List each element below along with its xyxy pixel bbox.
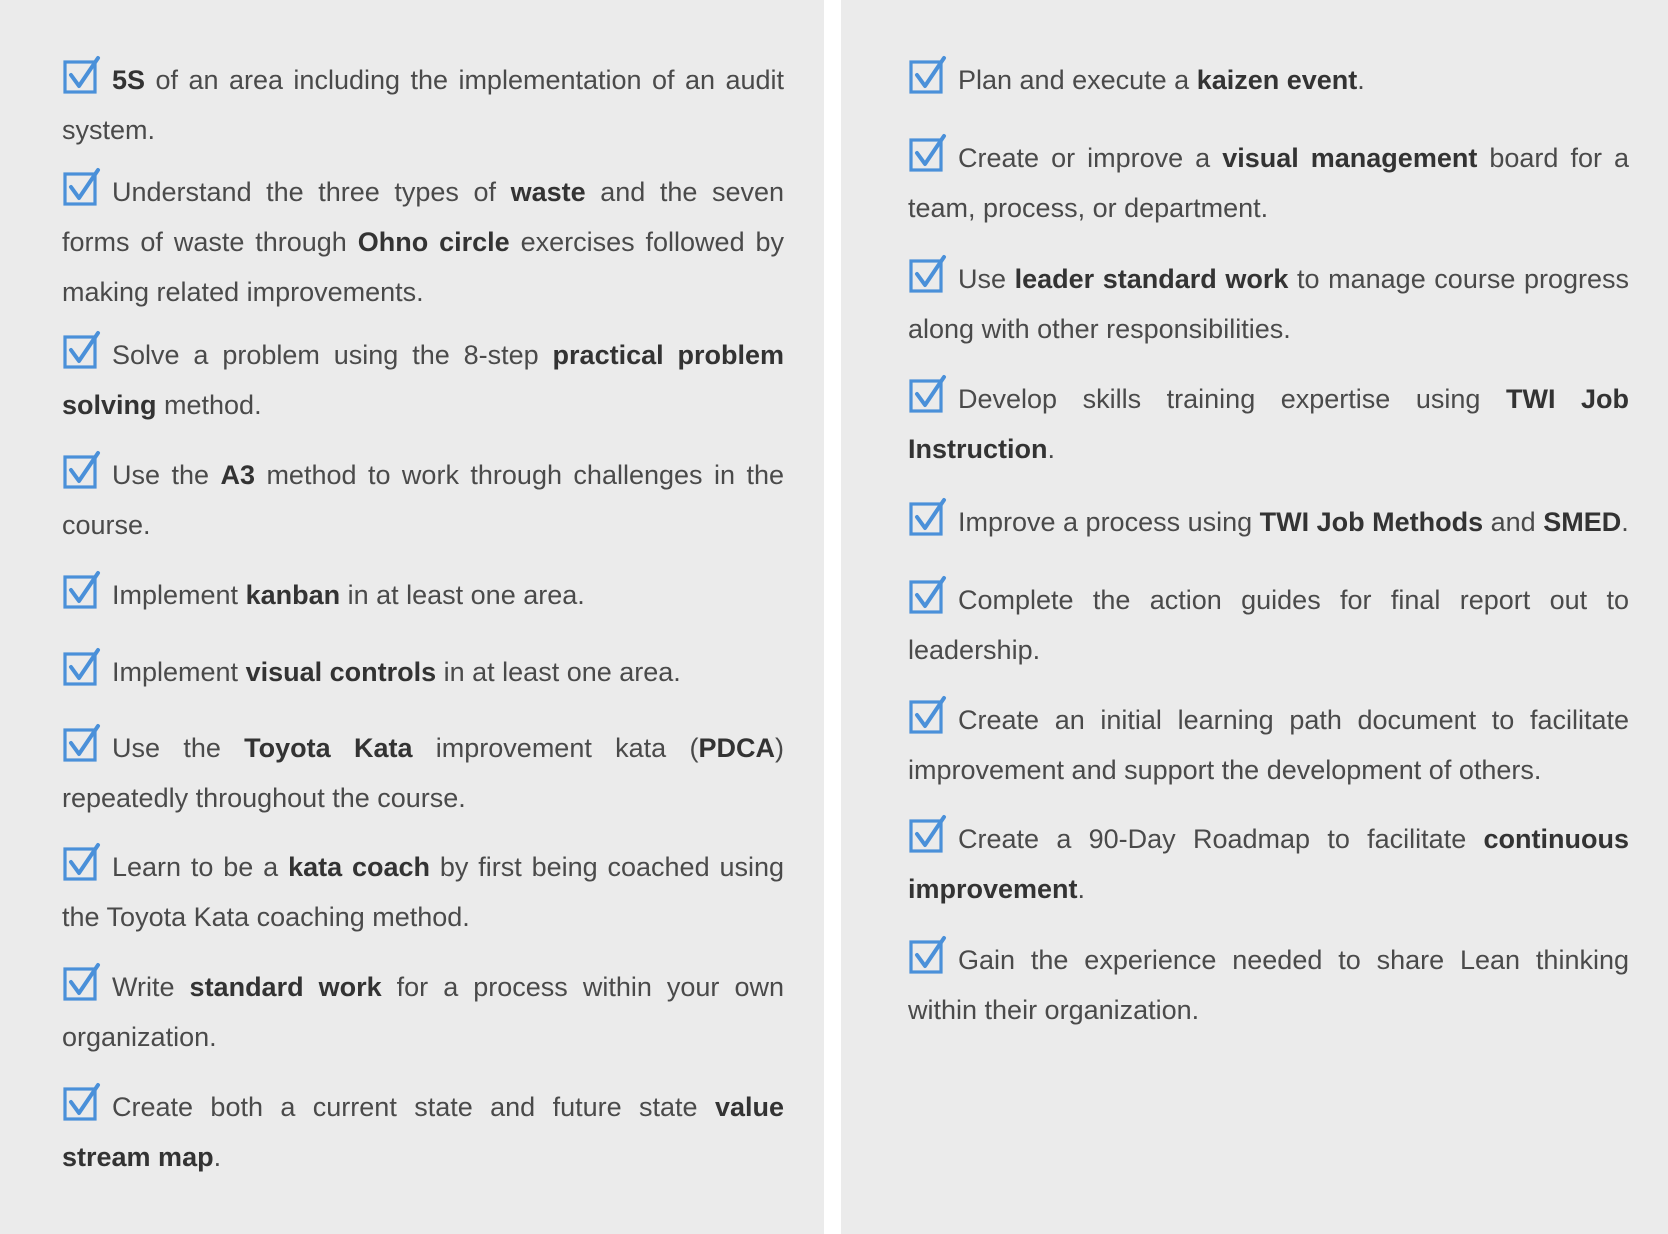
- left-list-item-3: [62, 330, 784, 430]
- item-text: Create an initial learning path document to facilitate improvement and support the development of others.: [908, 705, 1629, 785]
- checkbox-checked-icon: [908, 935, 948, 975]
- item-text: Use the: [112, 733, 245, 763]
- item-text: Implement: [112, 580, 246, 610]
- right-list-item-8: [908, 814, 1629, 914]
- item-text: by first being coached using the Toyota Kata coaching method.: [62, 852, 784, 932]
- item-text: .: [1077, 874, 1086, 904]
- item-text: and the seven forms of waste through: [62, 177, 784, 257]
- left-list-item-1: [62, 55, 784, 155]
- left-list-item-5: [62, 570, 784, 620]
- item-text: Understand the three types of: [112, 177, 511, 207]
- bold-term: value stream map: [62, 1092, 784, 1172]
- item-text: for a process within your own organization.: [62, 972, 784, 1052]
- item-text: Write: [112, 972, 190, 1002]
- checkbox-checked-icon: [62, 570, 102, 610]
- checkbox-checked-icon: [908, 55, 948, 95]
- item-text: improvement kata (: [412, 733, 699, 763]
- checkbox-checked-icon: [908, 575, 948, 615]
- right-list-item-4: [908, 374, 1629, 474]
- item-text: .: [1357, 65, 1365, 95]
- bold-term: practical problem solving: [62, 340, 785, 420]
- item-text: in at least one area.: [340, 580, 585, 610]
- bold-term: 5S: [112, 65, 146, 95]
- bold-term: continuous improvement: [908, 824, 1629, 904]
- bold-term: SMED: [1543, 507, 1622, 537]
- left-list-item-8: [62, 842, 784, 942]
- bold-term: TWI Job Methods: [1259, 507, 1484, 537]
- item-text: Plan and execute a: [958, 65, 1197, 95]
- item-text: Complete the action guides for final report out to leadership.: [908, 585, 1629, 665]
- right-list-item-2: [908, 133, 1629, 233]
- bold-term: PDCA: [698, 733, 775, 763]
- item-text: exercises followed by making related improvements.: [62, 227, 785, 307]
- item-text: to manage course progress along with other responsibilities.: [908, 264, 1629, 344]
- item-text: and: [1483, 507, 1544, 537]
- item-text: .: [1047, 434, 1056, 464]
- checkbox-checked-icon: [62, 55, 102, 95]
- item-text: Gain the experience needed to share Lean thinking within their organization.: [908, 945, 1629, 1025]
- item-text: Create a 90-Day Roadmap to facilitate: [958, 824, 1484, 854]
- right-list-item-3: [908, 254, 1629, 354]
- checkbox-checked-icon: [908, 695, 948, 735]
- bold-term: waste: [510, 177, 586, 207]
- item-text: board for a team, process, or department.: [908, 143, 1629, 223]
- item-text: Solve a problem using the 8-step: [112, 340, 553, 370]
- item-text: .: [1621, 507, 1629, 537]
- item-text: ) repeatedly throughout the course.: [62, 733, 784, 813]
- left-list-item-7: [62, 723, 784, 823]
- checkbox-checked-icon: [908, 133, 948, 173]
- right-list-item-1: [908, 55, 1629, 105]
- bold-term: kanban: [245, 580, 341, 610]
- bold-term: kaizen event: [1196, 65, 1358, 95]
- checkbox-checked-icon: [62, 167, 102, 207]
- item-text: method to work through challenges in the course.: [62, 460, 784, 540]
- left-list-item-9: [62, 962, 784, 1062]
- bold-term: visual controls: [245, 657, 437, 687]
- right-list-item-9: [908, 935, 1629, 1035]
- right-list-item-5: [908, 497, 1629, 547]
- item-text: .: [213, 1142, 222, 1172]
- left-list-item-2: [62, 167, 784, 317]
- item-text: method.: [156, 390, 262, 420]
- right-list-item-7: [908, 695, 1629, 795]
- checkbox-checked-icon: [62, 330, 102, 370]
- left-column: [0, 0, 824, 1234]
- right-column: [841, 0, 1668, 1234]
- checkbox-checked-icon: [62, 842, 102, 882]
- checkbox-checked-icon: [908, 497, 948, 537]
- item-text: Develop skills training expertise using: [958, 384, 1506, 414]
- item-text: Use: [958, 264, 1015, 294]
- bold-term: standard work: [189, 972, 382, 1002]
- checkbox-checked-icon: [62, 450, 102, 490]
- bold-term: visual management: [1222, 143, 1478, 173]
- item-text: Implement: [112, 657, 246, 687]
- checkbox-checked-icon: [62, 1082, 102, 1122]
- checkbox-checked-icon: [908, 254, 948, 294]
- right-list-item-6: [908, 575, 1629, 675]
- left-list-item-10: [62, 1082, 784, 1182]
- item-text: Improve a process using: [958, 507, 1260, 537]
- item-text: of an area including the implementation of an audit system.: [62, 65, 784, 145]
- bold-term: kata coach: [288, 852, 430, 882]
- bold-term: TWI Job Instruction: [908, 384, 1629, 464]
- left-list-item-6: [62, 647, 784, 697]
- bold-term: A3: [220, 460, 255, 490]
- checkbox-checked-icon: [908, 374, 948, 414]
- bold-term: Ohno circle: [357, 227, 510, 257]
- checkbox-checked-icon: [62, 647, 102, 687]
- item-text: Learn to be a: [112, 852, 289, 882]
- bold-term: Toyota Kata: [244, 733, 413, 763]
- item-text: Create both a current state and future state: [112, 1092, 715, 1122]
- checkbox-checked-icon: [908, 814, 948, 854]
- item-text: Use the: [112, 460, 221, 490]
- item-text: in at least one area.: [436, 657, 681, 687]
- checkbox-checked-icon: [62, 962, 102, 1002]
- checkbox-checked-icon: [62, 723, 102, 763]
- item-text: Create or improve a: [958, 143, 1223, 173]
- bold-term: leader standard work: [1014, 264, 1289, 294]
- left-list-item-4: [62, 450, 784, 550]
